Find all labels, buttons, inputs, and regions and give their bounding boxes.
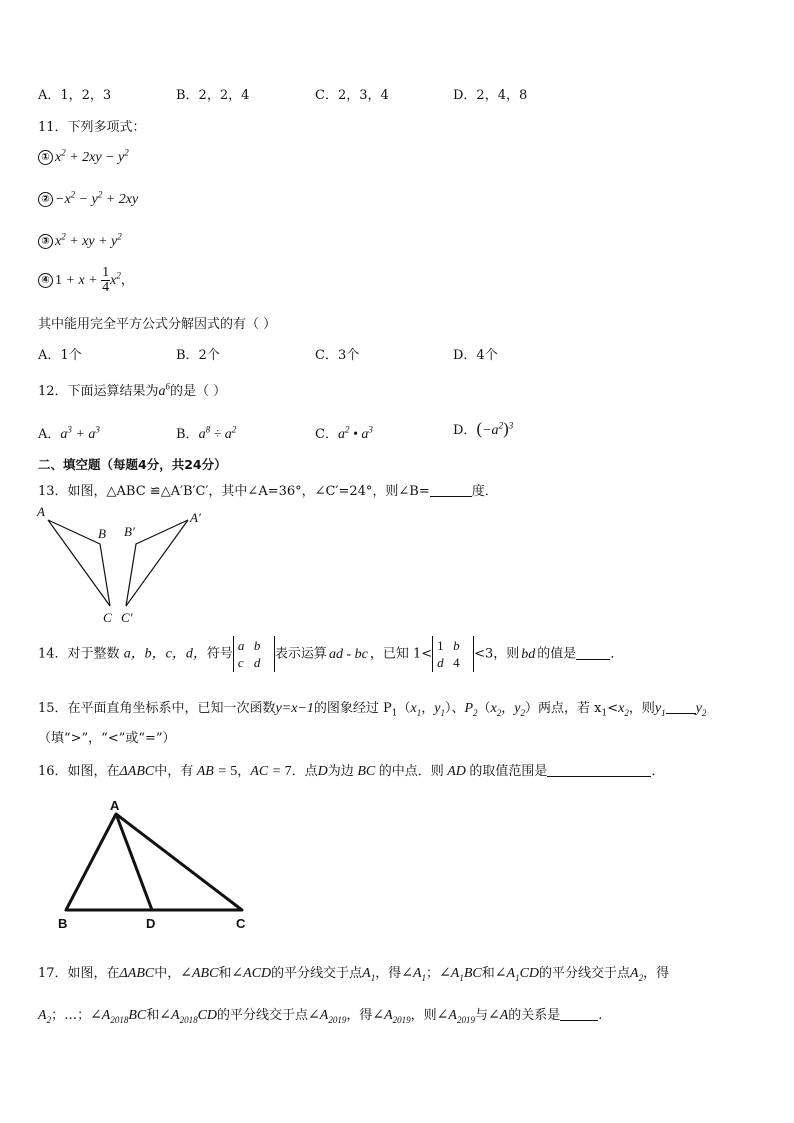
q11-question: 其中能用完全平方公式分解因式的有（ ） <box>38 317 277 332</box>
q11-option-b: B．2个 <box>176 348 220 363</box>
q16-label-b: B <box>58 916 68 931</box>
q17-line1: 17．如图，在ΔABC中，∠ABC和∠ACD的平分线交于点$A_1$，得$\angle A_1$；$\angle A_1BC$和$\angle A_1CD$的平分线交于点$A_2$，得 <box>38 966 670 983</box>
q11-item-2: ② $-x^2 - y^2 + 2xy$ <box>38 192 138 208</box>
q13-label-c-prime: C′ <box>121 610 133 625</box>
q11-option-a: A．1个 <box>38 348 82 363</box>
q12-option-a: A．$a^3 + a^3$ <box>38 424 100 442</box>
q10-option-c: C．2，3，4 <box>315 88 389 103</box>
q11-option-d: D．4个 <box>453 348 498 363</box>
q16-triangle-abc <box>66 814 242 910</box>
q11-item-1-number: ① <box>38 150 53 165</box>
q11-item-3: ③ $x^2$ + xy + $y^2$ <box>38 234 122 250</box>
q10-option-b: B．2，2，4 <box>176 88 250 103</box>
q12-option-b: B．$a^8 \div a^2$ <box>176 424 237 442</box>
q11-fraction: $\frac{1}{4}$ <box>102 265 110 295</box>
q13-label-c: C <box>103 610 112 625</box>
q12-stem: 12．下面运算结果为$a^6$的是（ ） <box>38 381 227 399</box>
q13-label-a: A <box>37 504 45 519</box>
q15-line1: 15．在平面直角坐标系中，已知一次函数y=x−1的图象经过 $P_1(x_1$，$y_1$）、$P_2(x_2$，$y_2$）两点，若 $x_1<x_2$，则$y_1$ $y_2$ <box>38 701 707 719</box>
q11-item-4: ④ 1 + x + $\frac{1}{4}$ $x^2$， <box>38 266 134 295</box>
q13-label-b-prime: B′ <box>124 524 135 539</box>
q13-label-b: B <box>98 526 106 541</box>
q16-label-c: C <box>236 916 246 931</box>
q16-label-d: D <box>146 916 156 931</box>
q14-determinant-symbol: a b c d <box>233 636 275 672</box>
q13-answer-blank <box>430 484 472 497</box>
q11-stem: 11．下列多项式： <box>38 120 146 135</box>
q13-triangle-abc-prime <box>126 520 188 606</box>
q16-figure <box>54 796 254 934</box>
q11-item-1: ① $x^2 + 2xy - y^2$ <box>38 150 129 166</box>
section-title: 二、填空题（每题4分，共24分） <box>38 457 227 472</box>
q11-item-4-number: ④ <box>38 273 53 288</box>
q12-option-c: C．$a^2$ • $a^3$ <box>315 424 373 442</box>
q11-item-3-number: ③ <box>38 234 53 249</box>
q11-option-c: C．3个 <box>315 348 360 363</box>
q15-answer-blank <box>666 701 696 714</box>
q11-item-2-number: ② <box>38 192 53 207</box>
q13-figure <box>34 502 214 626</box>
q15-line2: （填“>”，“<”或“=”） <box>38 731 176 746</box>
q13-label-a-prime: A′ <box>190 510 201 525</box>
q10-option-d: D．2，4，8 <box>453 88 528 103</box>
q14-text: 14．对于整数 a，b，c，d，符号 a b c d 表示运算 ad - bc ，已知 1< 1 b d 4 <3，则 bd 的值是 ． <box>38 638 624 670</box>
q14-determinant-given: 1 b d 4 <box>432 636 474 672</box>
q17-line2: $A_2$；…；$\angle A_{2018}BC$和$\angle A_{2018}CD$的平分线交于点$\angle A_{2019}$，得$\angle A_{2019}$，则$\angle A_{2019}$与∠A的关系是 . <box>38 1008 603 1025</box>
q16-text: 16．如图，在ΔABC中，有 AB = 5，AC = 7．点D为边 BC 的中点．则 AD 的取值范围是 ． <box>38 764 665 779</box>
q12-option-d: D．$(-a^2)^3$ <box>453 419 514 438</box>
q16-answer-blank <box>547 764 651 777</box>
q17-answer-blank <box>560 1008 598 1021</box>
q14-answer-blank <box>576 647 610 660</box>
q13-text: 13．如图，△ABC ≌△A′B′C′，其中∠A=36°，∠C′=24°，则∠B= 度． <box>38 484 498 499</box>
q16-label-a: A <box>110 798 120 813</box>
q10-option-a: A．1，2，3 <box>38 88 112 103</box>
